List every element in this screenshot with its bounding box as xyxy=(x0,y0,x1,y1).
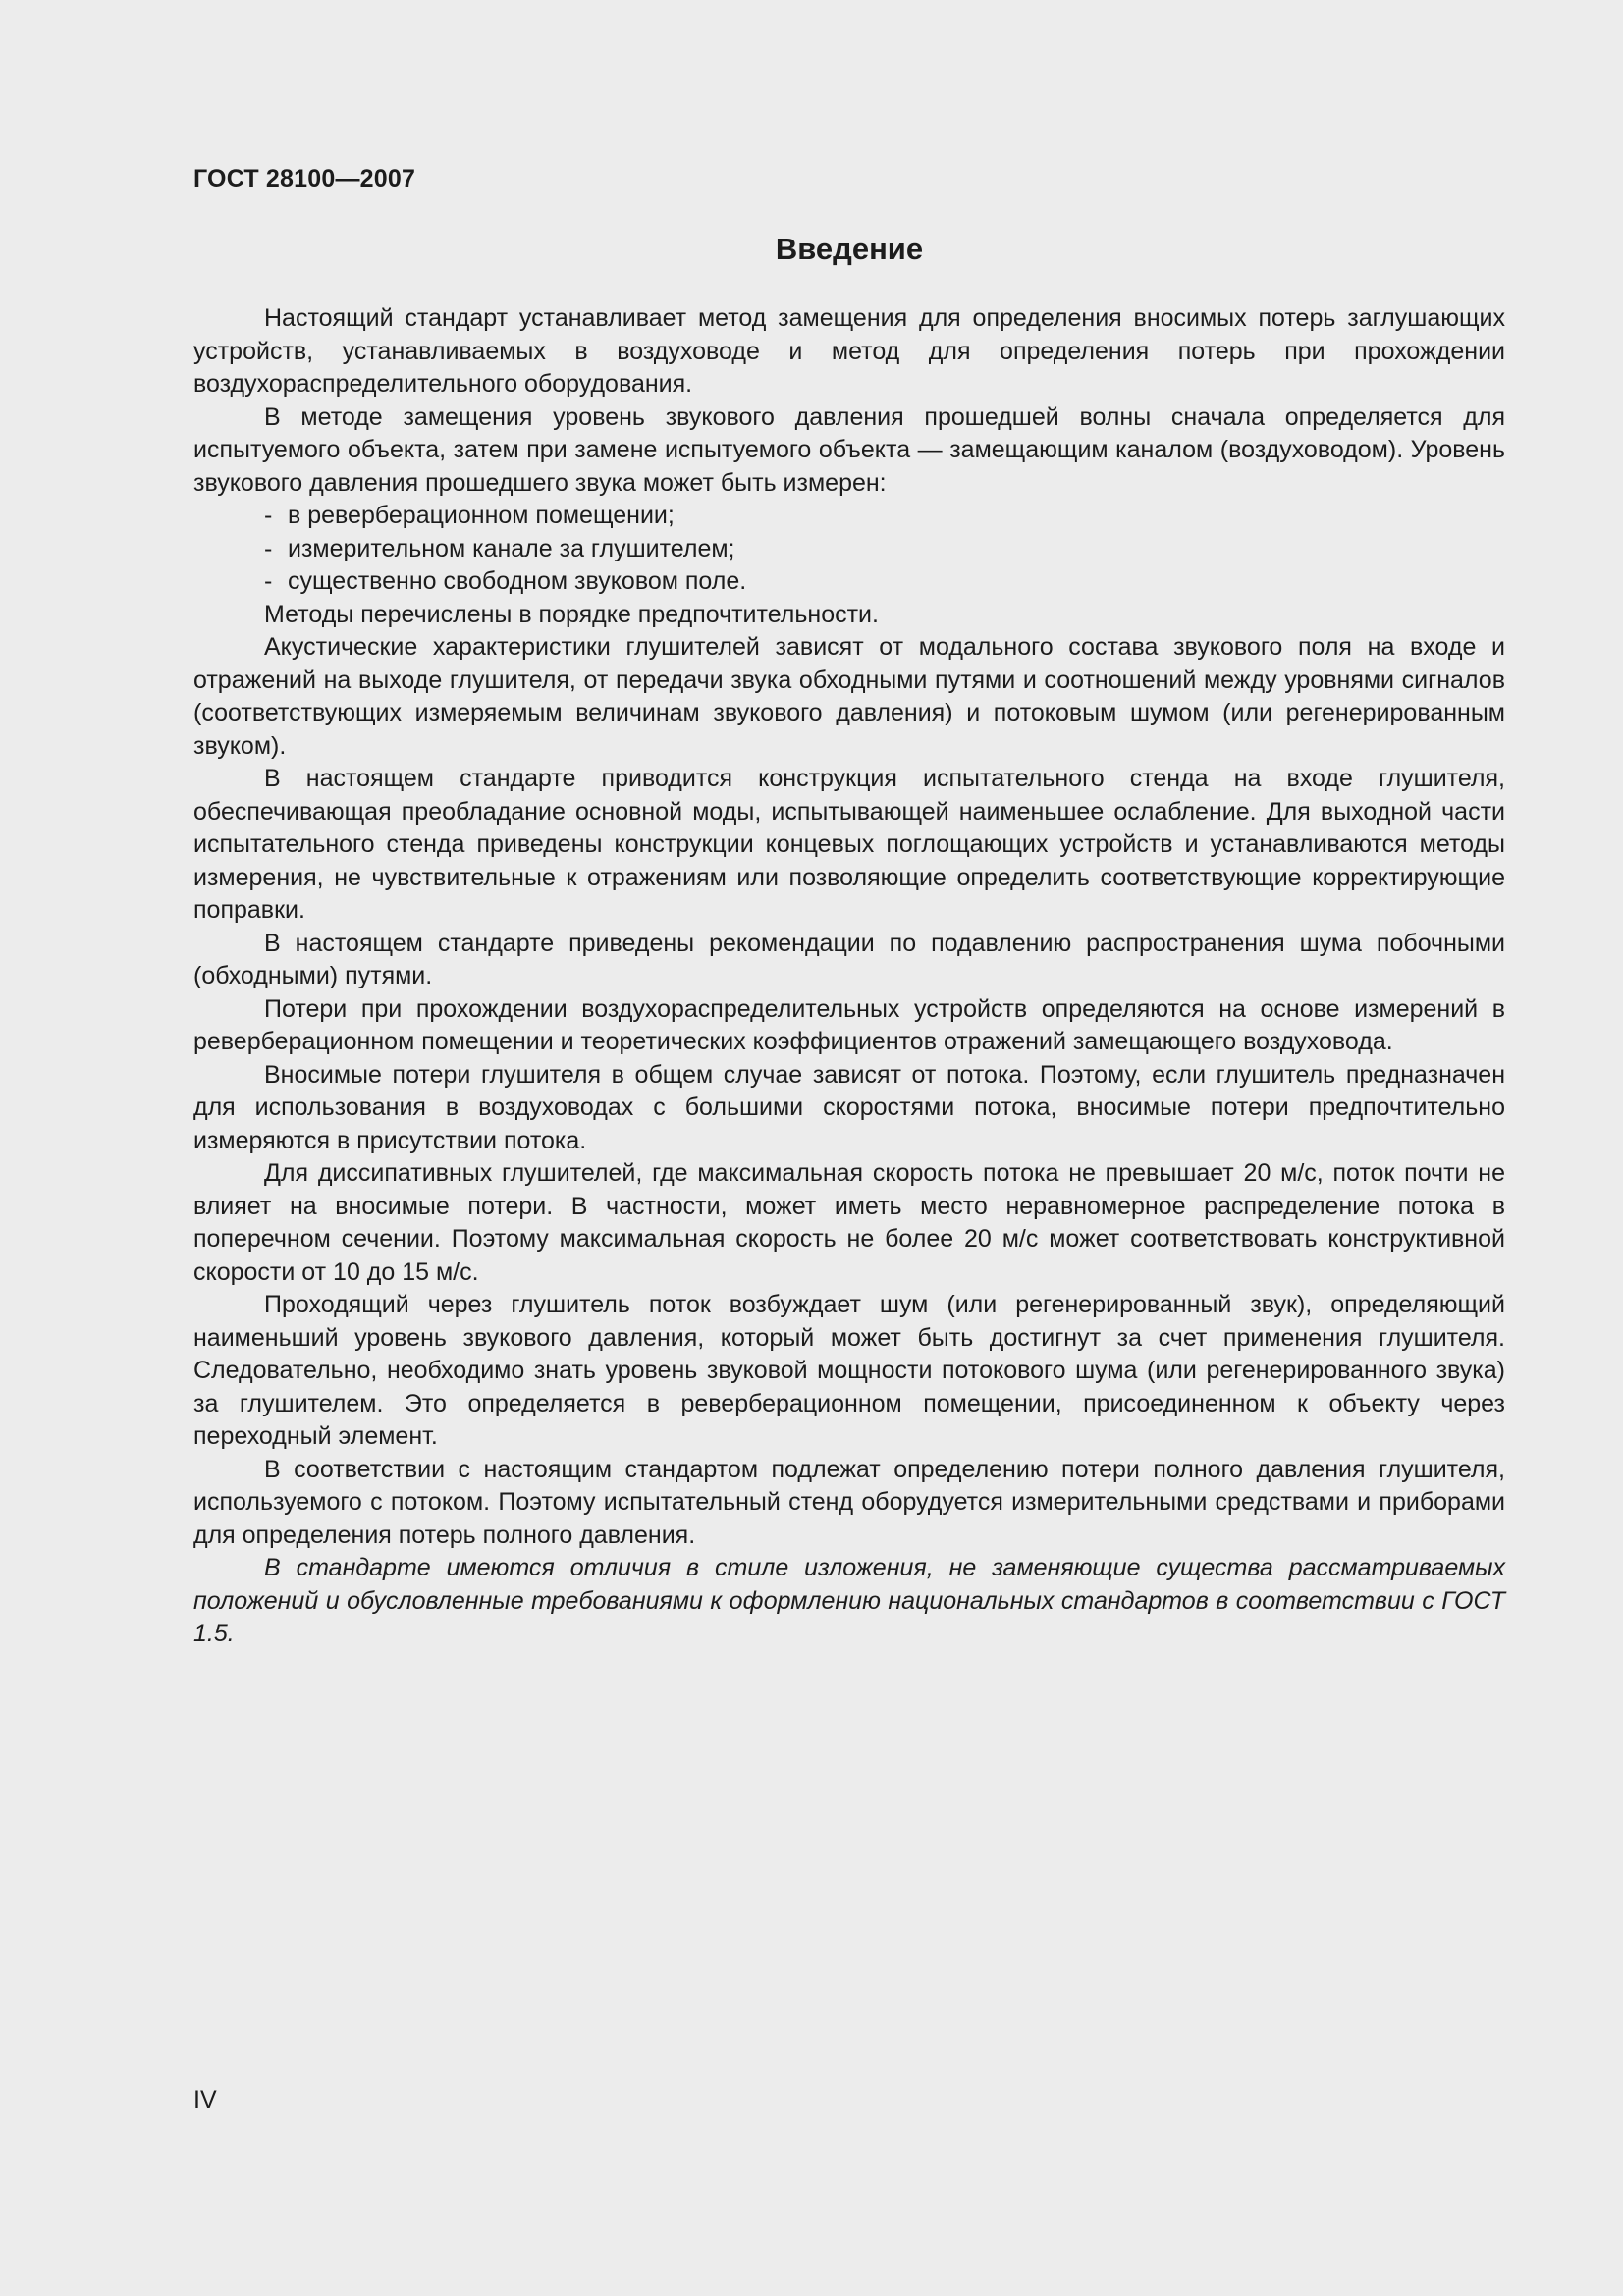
list-item xyxy=(193,533,1505,566)
paragraph: Для диссипативных глушителей, где максимальная скорость потока не превышает 20 м/с, поток почти не влияет на вносимые потери. В частности, может иметь место неравномерное распределение потока в поперечном сечении. Поэтому максимальная скорость не более 20 м/с может соответствовать конструктивной скорости от 10 до 15 м/с. xyxy=(193,1159,1505,1286)
paragraph: Акустические характеристики глушителей зависят от модального состава звукового поля на входе и отражений на выходе глушителя, от передачи звука обходными путями и соотношений между уровнями сигналов (соответствующих измеряемым величинам звукового давления) и потоковым шумом (или регенерированным звуком). xyxy=(193,633,1505,760)
list-item-text: в реверберационном помещении; xyxy=(288,502,675,529)
list-dash: - xyxy=(264,502,273,529)
paragraph: В настоящем стандарте приводится конструкция испытательного стенда на входе глушителя, обеспечивающая преобладание основной моды, испытывающей наименьшее ослабление. Для выходной части испытательного стенда приведены конструкции концевых поглощающих устройств и устанавливаются методы измерения, не чувствительные к отражениям или позволяющие определить соответствующие корректирующие поправки. xyxy=(193,765,1505,924)
paragraph: Вносимые потери глушителя в общем случае зависят от потока. Поэтому, если глушитель предназначен для использования в воздуховодах с большими скоростями потока, вносимые потери предпочтительно измеряются в присутствии потока. xyxy=(193,1060,1505,1154)
list-dash: - xyxy=(264,534,273,562)
standard-code: ГОСТ 28100—2007 xyxy=(193,165,416,192)
paragraph: Потери при прохождении воздухораспределительных устройств определяются на основе измерений в реверберационном помещении и теоретических коэффициентов отражений замещающего воздуховода. xyxy=(193,994,1505,1055)
list-item xyxy=(193,565,1505,599)
italic-note-paragraph: В стандарте имеются отличия в стиле изложения, не заменяющие существа рассматриваемых положений и обусловленные требованиями к оформлению национальных стандартов в соответствии с ГОСТ 1.5. xyxy=(193,1554,1505,1647)
paragraph: В настоящем стандарте приведены рекомендации по подавлению распространения шума побочными (обходными) путями. xyxy=(193,929,1505,989)
paragraph: Методы перечислены в порядке предпочтительности. xyxy=(264,600,879,628)
list-item-text: существенно свободном звуковом поле. xyxy=(288,567,747,595)
paragraph: Проходящий через глушитель поток возбуждает шум (или регенерированный звук), определяющий наименьший уровень звукового давления, который может быть достигнут за счет применения глушителя. Следовательно, необходимо знать уровень звуковой мощности потокового шума (или регенерированного звука) за глушителем. Это определяется в реверберационном помещении, присоединенном к объекту через переходный элемент. xyxy=(193,1291,1505,1450)
measurement-locations-list xyxy=(193,500,1505,599)
paragraph: В соответствии с настоящим стандартом подлежат определению потери полного давления глушителя, используемого с потоком. Поэтому испытательный стенд оборудуется измерительными средствами и приборами для определения потерь полного давления. xyxy=(193,1455,1505,1549)
list-item xyxy=(193,500,1505,533)
list-item-text: измерительном канале за глушителем; xyxy=(288,534,735,562)
document-body xyxy=(193,302,1505,1651)
paragraph: Настоящий стандарт устанавливает метод замещения для определения вносимых потерь заглушающих устройств, устанавливаемых в воздуховоде и метод для определения потерь при прохождении воздухораспределительного оборудования. xyxy=(193,304,1505,398)
page-number: IV xyxy=(193,2086,217,2113)
list-dash: - xyxy=(264,567,273,595)
paragraph: В методе замещения уровень звукового давления прошедшей волны сначала определяется для испытуемого объекта, затем при замене испытуемого объекта — замещающим каналом (воздуховодом). Уровень звукового давления прошедшего звука может быть измерен: xyxy=(193,402,1505,497)
section-title: Введение xyxy=(775,232,924,266)
